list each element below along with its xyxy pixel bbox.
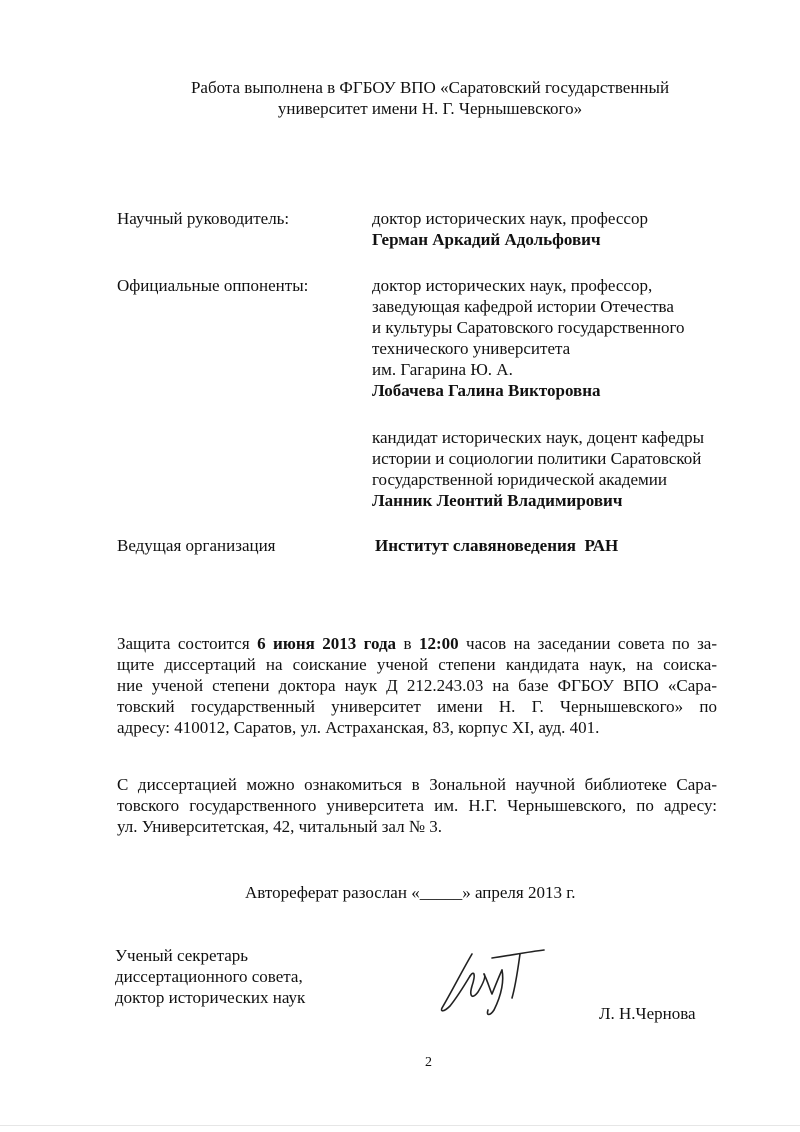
defense-line-3: ние ученой степени доктора наук Д 212.243.03 на базе ФГБОУ ВПО «Сара- — [117, 676, 717, 695]
header-line-2: университет имени Н. Г. Чернышевского» — [277, 99, 583, 118]
defense-line-4: товский государственный университет имени Н. Г. Чернышевского» по — [117, 697, 717, 716]
supervisor-info — [372, 208, 792, 250]
library-line-2: товского государственного университета им. Н.Г. Чернышевского, по адресу: — [117, 796, 717, 815]
page-bottom-edge — [0, 1125, 800, 1126]
defense-line-2: щите диссертаций на соискание ученой степени кандидата наук, на соиска- — [117, 655, 717, 674]
document-header — [0, 77, 800, 119]
defense-line-1 — [117, 633, 717, 654]
abstract-sent-date: Автореферат разослан «_____» апреля 2013 г. — [245, 883, 576, 902]
opponents-label: Официальные оппоненты: — [117, 276, 309, 295]
secretary-block — [115, 945, 305, 1008]
defense-line-5: адресу: 410012, Саратов, ул. Астраханская, 83, корпус XI, ауд. 401. — [117, 718, 600, 737]
defense-time: 12:00 — [418, 634, 459, 653]
defense-paragraph — [117, 633, 717, 738]
lead-org-value: Институт славяноведения РАН — [375, 536, 619, 555]
defense-connector: в — [396, 634, 419, 653]
opponent-first-line: и культуры Саратовского государственного — [372, 318, 685, 337]
opponent-second — [372, 427, 792, 511]
opponent-first — [372, 275, 792, 401]
signature-image — [432, 946, 552, 1021]
opponent-first-line: заведующая кафедрой истории Отечества — [372, 297, 674, 316]
defense-line-1-tail: часов на заседании совета по за- — [458, 634, 717, 653]
header-line-1: Работа выполнена в ФГБОУ ВПО «Саратовский государственный — [190, 78, 670, 97]
secretary-title-line-1: Ученый секретарь — [115, 946, 249, 965]
lead-org-label: Ведущая организация — [117, 536, 276, 555]
opponent-first-name: Лобачева Галина Викторовна — [372, 381, 601, 400]
secretary-title-line-2: диссертационного совета, — [115, 967, 303, 986]
opponent-first-line: технического университета — [372, 339, 571, 358]
supervisor-degree: доктор исторических наук, профессор — [372, 209, 648, 228]
library-line-1: С диссертацией можно ознакомиться в Зональной научной библиотеке Сара- — [117, 775, 717, 794]
secretary-title-line-3: доктор исторических наук — [115, 988, 306, 1007]
library-paragraph — [117, 774, 717, 837]
page-number: 2 — [425, 1055, 432, 1070]
opponent-second-line: истории и социологии политики Саратовской — [372, 449, 702, 468]
opponent-second-line: кандидат исторических наук, доцент кафедры — [372, 428, 705, 447]
supervisor-label: Научный руководитель: — [117, 209, 290, 228]
opponent-second-name: Ланник Леонтий Владимирович — [372, 491, 623, 510]
library-line-3: ул. Университетская, 42, читальный зал № 3. — [117, 817, 443, 836]
defense-intro: Защита состоится — [117, 634, 258, 653]
defense-date: 6 июня 2013 года — [257, 634, 397, 653]
opponent-first-line: им. Гагарина Ю. А. — [372, 360, 513, 379]
opponent-second-line: государственной юридической академии — [372, 470, 668, 489]
supervisor-name: Герман Аркадий Адольфович — [372, 230, 601, 249]
secretary-name: Л. Н.Чернова — [599, 1004, 696, 1023]
opponent-first-line: доктор исторических наук, профессор, — [372, 276, 653, 295]
